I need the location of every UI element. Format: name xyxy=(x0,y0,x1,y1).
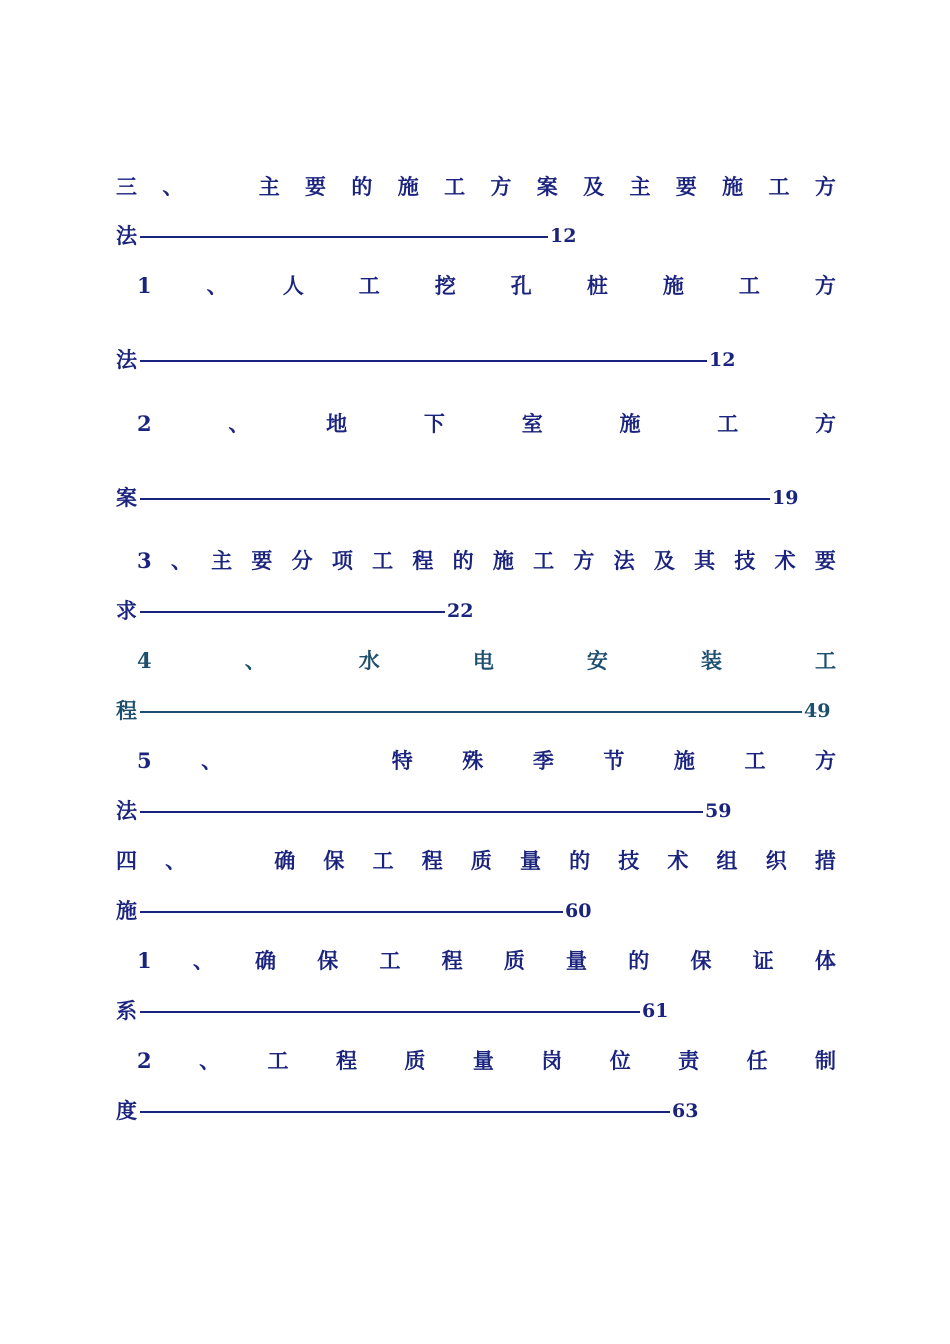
toc-char: 挖 xyxy=(434,273,456,298)
toc-char: 技 xyxy=(618,848,640,873)
toc-char: 要 xyxy=(814,548,836,573)
toc-char: 制 xyxy=(815,1048,836,1073)
toc-char: 措 xyxy=(814,848,836,873)
toc-char: 、 xyxy=(206,273,228,298)
toc-char: 电 xyxy=(472,648,494,673)
toc-char: 方 xyxy=(573,548,595,573)
toc-char: 要 xyxy=(675,174,697,199)
toc-char: 工 xyxy=(717,411,739,436)
toc-char: 保 xyxy=(317,948,339,973)
toc-last-char: 求 xyxy=(116,598,137,623)
page-number: 60 xyxy=(565,900,592,922)
toc-char: 施 xyxy=(397,174,419,199)
toc-char: 及 xyxy=(653,548,675,573)
dotted-leader xyxy=(140,611,445,613)
toc-char: 施 xyxy=(662,273,684,298)
toc-char: 主 xyxy=(629,174,651,199)
toc-char: 工 xyxy=(372,548,394,573)
toc-char: 下 xyxy=(423,411,445,436)
toc-char: 法 xyxy=(613,548,635,573)
page-number: 49 xyxy=(804,700,831,722)
toc-entry-3-2-lead-line[interactable] xyxy=(137,409,836,439)
dotted-leader xyxy=(140,911,563,913)
toc-char: 地 xyxy=(326,411,348,436)
toc-char: 量 xyxy=(472,1048,494,1073)
dotted-leader xyxy=(140,236,548,238)
toc-char: 四 xyxy=(116,848,137,873)
toc-char: 施 xyxy=(492,548,514,573)
toc-char: 1 xyxy=(137,273,152,298)
toc-char: 水 xyxy=(358,648,380,673)
toc-last-char: 系 xyxy=(116,998,137,1023)
toc-char: 要 xyxy=(251,548,273,573)
toc-char: 证 xyxy=(752,948,774,973)
toc-char: 程 xyxy=(441,948,463,973)
toc-char: 技 xyxy=(734,548,756,573)
toc-char: 装 xyxy=(700,648,722,673)
toc-char: 质 xyxy=(470,848,492,873)
toc-char: 工 xyxy=(815,648,836,673)
toc-char: 质 xyxy=(404,1048,426,1073)
toc-entry-4-2-tail[interactable] xyxy=(116,1096,698,1126)
toc-last-char: 施 xyxy=(116,898,137,923)
toc-last-char: 法 xyxy=(116,223,137,248)
toc-char: 工 xyxy=(358,273,380,298)
toc-char: 程 xyxy=(335,1048,357,1073)
toc-entry-3-1-lead-line[interactable] xyxy=(137,271,836,301)
toc-last-char: 法 xyxy=(116,798,137,823)
toc-char: 确 xyxy=(255,948,277,973)
toc-char: 保 xyxy=(690,948,712,973)
toc-entry-4-tail[interactable] xyxy=(116,896,591,926)
page-number: 12 xyxy=(709,349,736,371)
page-number: 22 xyxy=(447,600,474,622)
toc-last-char: 度 xyxy=(116,1098,137,1123)
toc-char: 的 xyxy=(351,174,373,199)
toc-char: 质 xyxy=(503,948,525,973)
toc-char: 的 xyxy=(628,948,650,973)
toc-entry-3-3-lead-line[interactable] xyxy=(137,546,836,576)
toc-char: 主 xyxy=(258,174,280,199)
page-number: 61 xyxy=(642,1000,669,1022)
toc-char: 工 xyxy=(444,174,466,199)
toc-char: 、 xyxy=(170,548,192,573)
toc-char: 术 xyxy=(774,548,796,573)
toc-char: 、 xyxy=(228,411,250,436)
toc-entry-3-5-lead-line[interactable] xyxy=(137,746,836,776)
toc-char: 、 xyxy=(192,948,214,973)
dotted-leader xyxy=(140,1111,670,1113)
toc-char: 其 xyxy=(694,548,716,573)
toc-char: 三 xyxy=(116,174,137,199)
toc-char: 体 xyxy=(814,948,836,973)
toc-char: 桩 xyxy=(586,273,608,298)
dotted-leader xyxy=(140,360,707,362)
toc-char: 主 xyxy=(211,548,233,573)
toc-char: 、 xyxy=(162,174,184,199)
toc-char: 工 xyxy=(744,748,766,773)
toc-char: 程 xyxy=(412,548,434,573)
toc-char: 案 xyxy=(536,174,558,199)
toc-last-char: 案 xyxy=(116,485,137,510)
toc-char: 特 xyxy=(391,748,413,773)
toc-char: 量 xyxy=(519,848,541,873)
toc-entry-3-1-tail[interactable] xyxy=(116,345,735,375)
toc-char: 方 xyxy=(490,174,512,199)
toc-char: 2 xyxy=(137,411,152,436)
dotted-leader xyxy=(140,498,770,500)
toc-char: 、 xyxy=(201,748,223,773)
toc-char: 室 xyxy=(521,411,543,436)
toc-char: 季 xyxy=(532,748,554,773)
toc-char: 、 xyxy=(199,1048,221,1073)
toc-char: 1 xyxy=(137,948,152,973)
toc-char: 方 xyxy=(814,273,836,298)
toc-entry-4-lead-line[interactable] xyxy=(116,846,836,876)
toc-char: 责 xyxy=(678,1048,700,1073)
toc-char: 方 xyxy=(815,748,836,773)
toc-char: 确 xyxy=(274,848,296,873)
page-number: 59 xyxy=(705,800,732,822)
toc-char: 工 xyxy=(738,273,760,298)
dotted-leader xyxy=(140,1011,640,1013)
toc-char: 安 xyxy=(586,648,608,673)
toc-char: 工 xyxy=(768,174,790,199)
toc-char: 保 xyxy=(323,848,345,873)
toc-char: 的 xyxy=(452,548,474,573)
toc-entry-3-4-tail[interactable] xyxy=(116,696,830,726)
toc-char: 及 xyxy=(583,174,605,199)
toc-char: 的 xyxy=(569,848,591,873)
toc-entry-3-3-tail[interactable] xyxy=(116,596,473,626)
toc-char: 组 xyxy=(716,848,738,873)
toc-char: 5 xyxy=(137,748,152,773)
toc-entry-4-1-tail[interactable] xyxy=(116,996,668,1026)
toc-char: 工 xyxy=(379,948,401,973)
toc-char: 任 xyxy=(746,1048,768,1073)
toc-char: 分 xyxy=(291,548,313,573)
toc-char: 施 xyxy=(722,174,744,199)
toc-last-char: 程 xyxy=(116,698,137,723)
toc-last-char: 法 xyxy=(116,347,137,372)
toc-entry-4-2-lead-line[interactable] xyxy=(137,1046,836,1076)
toc-char: 、 xyxy=(244,648,266,673)
toc-char: 方 xyxy=(814,174,836,199)
toc-entry-3-2-tail[interactable] xyxy=(116,483,798,513)
page-number: 19 xyxy=(772,487,799,509)
dotted-leader xyxy=(140,811,703,813)
toc-char: 节 xyxy=(603,748,625,773)
toc-char: 、 xyxy=(165,848,187,873)
toc-char: 程 xyxy=(421,848,443,873)
toc-char: 人 xyxy=(282,273,304,298)
toc-char: 方 xyxy=(814,411,836,436)
toc-char: 要 xyxy=(305,174,327,199)
toc-char: 工 xyxy=(533,548,555,573)
toc-char: 3 xyxy=(137,548,152,573)
toc-char: 织 xyxy=(765,848,787,873)
toc-entry-3-4-lead-line[interactable] xyxy=(137,646,836,676)
toc-char: 工 xyxy=(372,848,394,873)
dotted-leader xyxy=(140,711,802,713)
toc-char: 项 xyxy=(331,548,353,573)
toc-char: 施 xyxy=(673,748,695,773)
toc-char: 岗 xyxy=(541,1048,563,1073)
toc-char: 位 xyxy=(609,1048,631,1073)
toc-char: 施 xyxy=(619,411,641,436)
toc-char: 4 xyxy=(137,648,152,673)
toc-entry-4-1-lead-line[interactable] xyxy=(137,946,836,976)
toc-char: 工 xyxy=(267,1048,289,1073)
toc-entry-3-lead-line[interactable] xyxy=(116,172,836,202)
toc-char: 孔 xyxy=(510,273,532,298)
page-number: 12 xyxy=(550,225,577,247)
toc-char: 术 xyxy=(667,848,689,873)
toc-char: 殊 xyxy=(462,748,484,773)
page-number: 63 xyxy=(672,1100,699,1122)
toc-entry-3-tail[interactable] xyxy=(116,221,576,251)
toc-char: 量 xyxy=(566,948,588,973)
toc-char: 2 xyxy=(137,1048,152,1073)
toc-entry-3-5-tail[interactable] xyxy=(116,796,731,826)
